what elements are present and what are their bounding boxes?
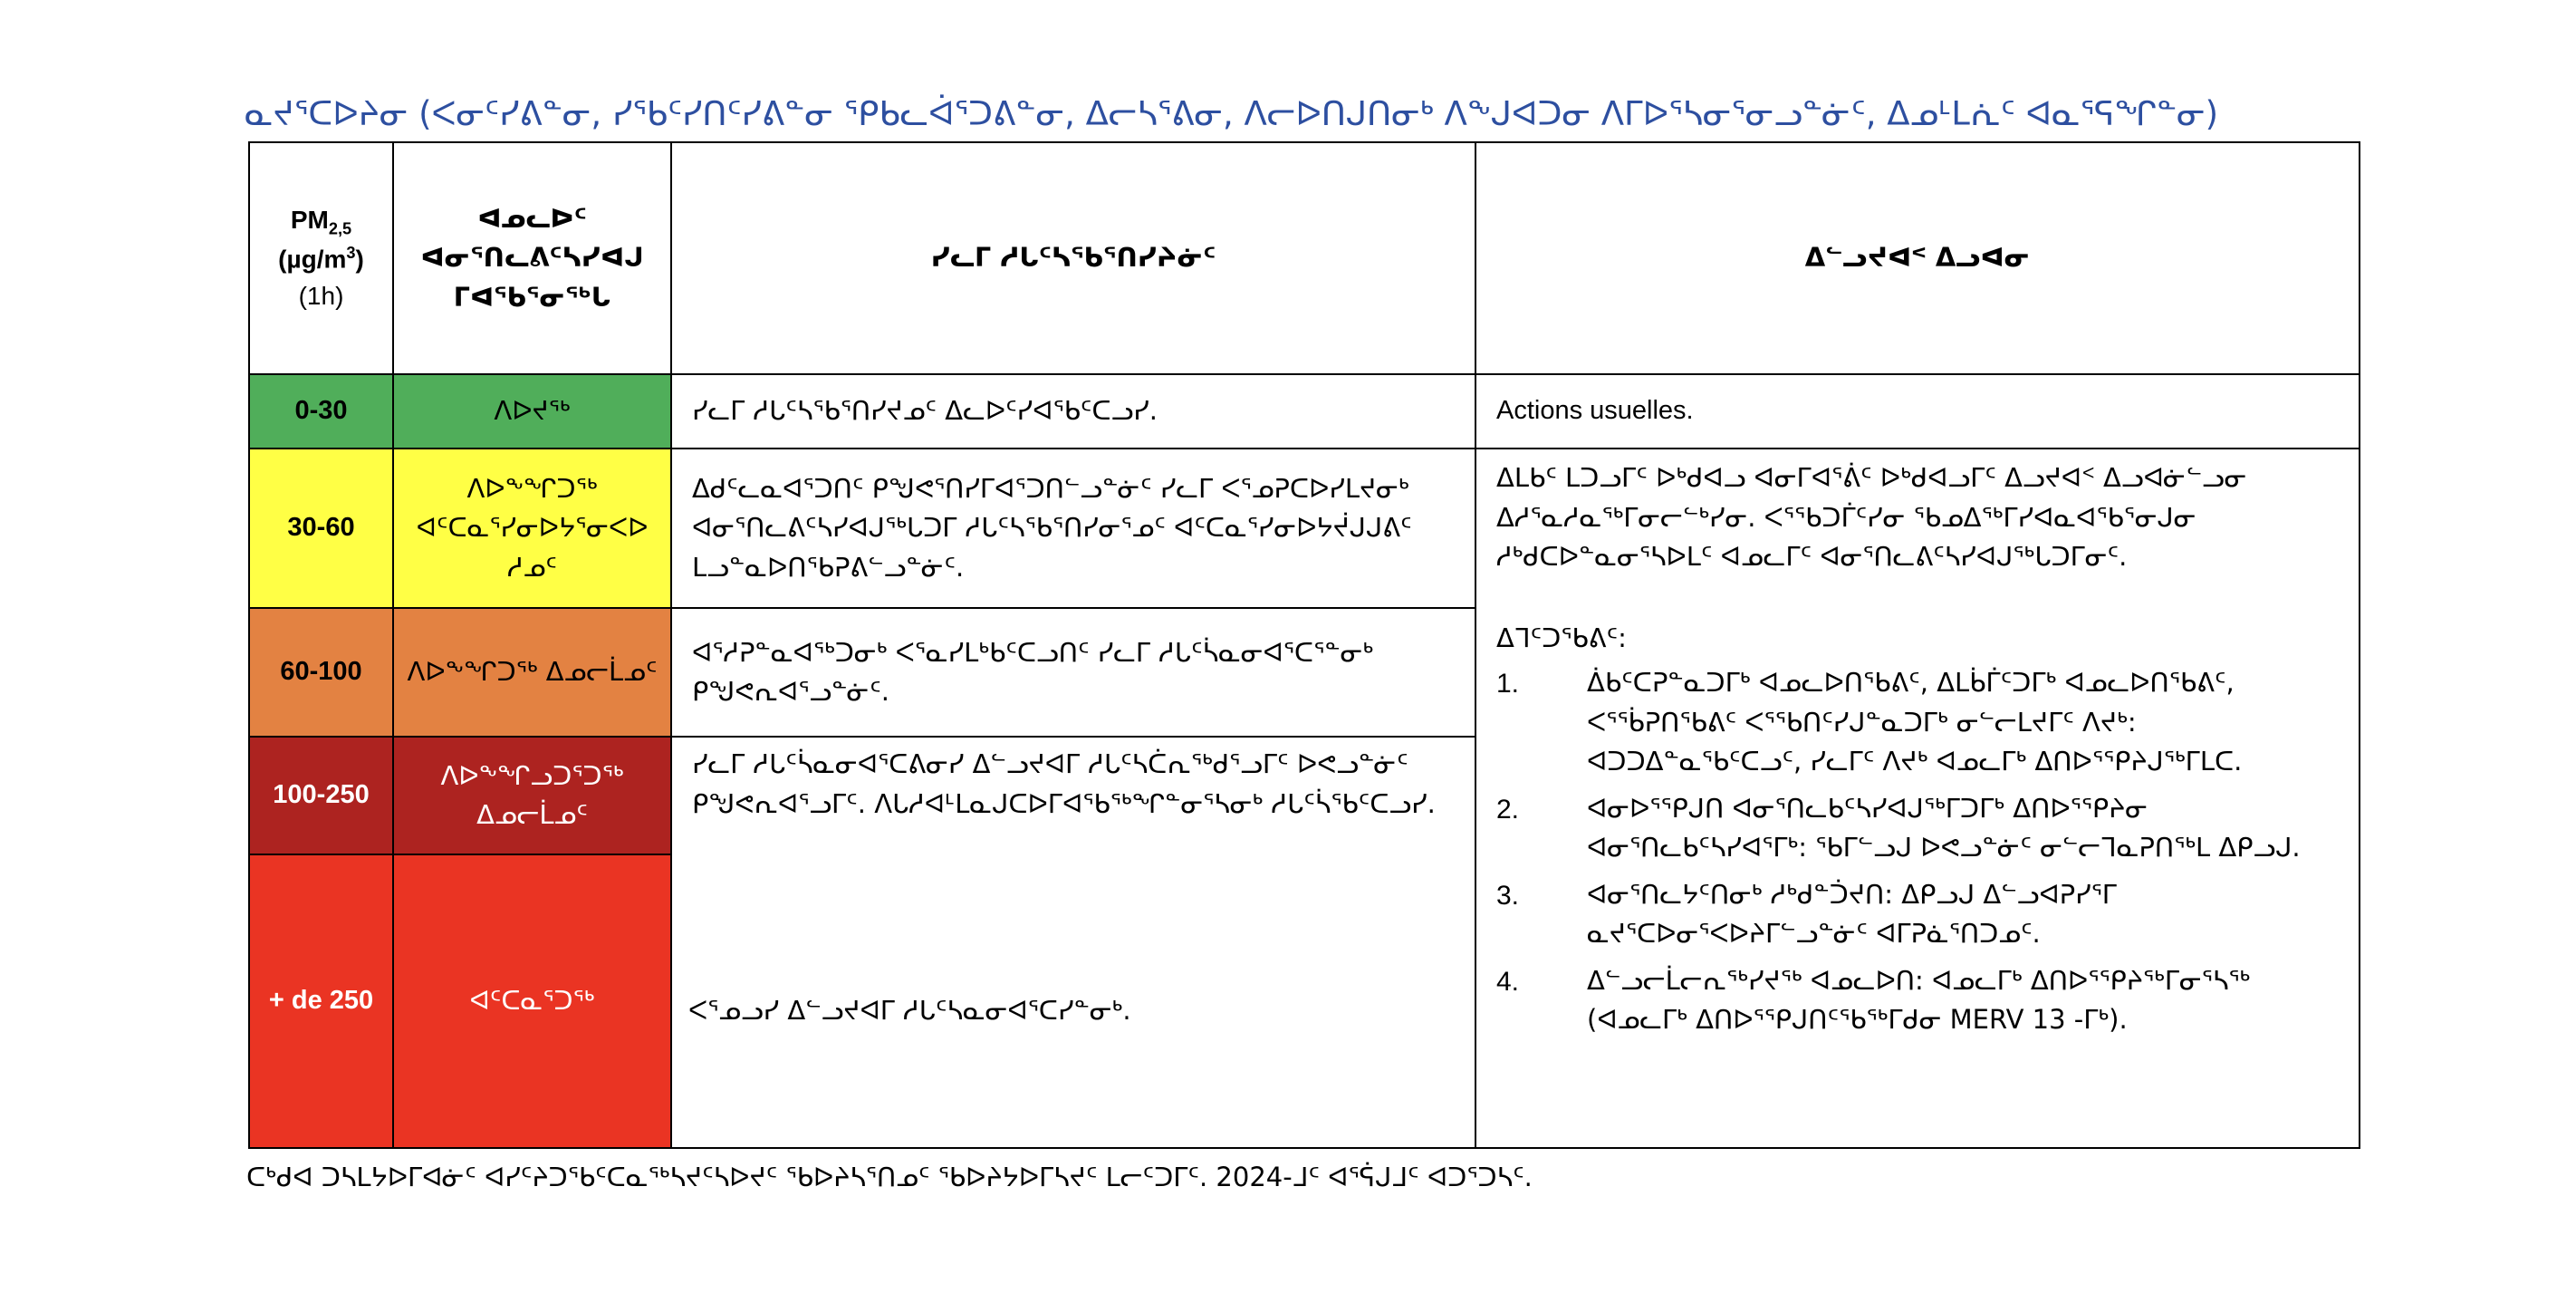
- level-cell: ᐱᐅᖕᖏᑐᖅ ᐃᓄᓕᒫᓄᑦ: [393, 608, 671, 737]
- header-sensitive-groups: ᓯᓚᒥ ᓱᒐᑦᓴᖃᕐᑎᓯᔨᓃᑦ: [671, 142, 1475, 374]
- level-cell: ᐱᐅᖕᖏᑐᖅ ᐊᑦᑕᓇᕐᓯᓂᐅᔭᕐᓂᐸᐅ ᓱᓄᑦ: [393, 449, 671, 608]
- header-pm-concentration: $PM_{2,5}$ $(\mu g/m^3)$ (1h): [249, 142, 393, 374]
- sensitive-cell: ᓯᓚᒥ ᓱᒐᑦᓵᓇᓂᐊᕐᑕᕕᓂᓯ ᐃᓪᓗᔪᐊᒥ ᓱᒐᑦᓴᑖᕆᖅᑯᕐᓗᒥᑦ ᐅᕙᓗᓐᓃᑦ ᑭᖑᕙᕆᐊᕐᓗᒥᑦ. ᐱᒐᓱᐊᒻᒪᓇᒍᑕᐅᒥᐊᖃᖅᖏᓐᓂᕐᓴᓂᒃ ᓱᒐᑦᓵᖃᑦᑕᓗᓯ.: [671, 737, 1475, 1148]
- action-ideas-label: ᐃᒣᑦᑐᖃᕕᑦ:: [1496, 622, 1627, 653]
- header-air-quality-level: ᐊᓄᓚᐅᑦ ᐊᓂᕐᑎᓚᕕᑦᓴᓯᐊᒍ ᒥᐊᖃᕐᓂᖅᒐ: [393, 142, 671, 374]
- table-row: [249, 449, 2360, 608]
- action-normal-cell: Actions usuelles.: [1475, 374, 2360, 449]
- page-title: ᓇᔪᕐᑕᐅᔨᓂ (ᐸᓂᑦᓯᕕᓐᓂ, ᓯᖃᑦᓯᑎᑦᓯᕕᓐᓂ ᕿᑲᓚᐋᕐᑐᕕᓐᓂ, ᐃᓕᓴᕐᕕᓂ, ᐱᓕᐅᑎᒍᑎᓂᒃ ᐱᖕᒍᐊᑐᓂ ᐱᒥᐅᕐᓴᓂᕐᓂᓗᓐᓃᑦ, ᐃᓄᒻᒪᕇᑦ ᐊᓇᕐᕋᖏᓐᓂ): [245, 94, 2219, 133]
- action-elevated-cell: [1475, 449, 2360, 1148]
- sensitive-cell: ᐊᕐᓱᕈᓐᓇᐊᖅᑐᓂᒃ ᐸᕐᓇᓯᒪᒃᑲᑦᑕᓗᑎᑦ ᓯᓚᒥ ᓱᒐᑦᓵᓇᓂᐊᕐᑕᕐᓐᓂᒃ ᑭᖑᕙᕆᐊᕐᓗᓐᓃᑦ.: [671, 608, 1475, 737]
- action-lead-text: ᐃᒪᑲᑦ ᒪᑐᓗᒥᑦ ᐅᒃᑯᐊᓗ ᐊᓂᒥᐊᕐᕖᑦ ᐅᒃᑯᐊᓗᒥᑦ ᐃᓗᔪᐊᑉ ᐃᓗᐊᓃᓪᓗᓂ ᐃᓱᕐᓇᓱᓇᖅᒥᓂᓕᓪᒃᓯᓂ. ᐸᕐᖃᑐᒦᑦᓯᓂ ᖃᓄᐃᖅᒥᓯᐊᓇᐊᖃᕐᓂᒍᓂ ᓱᒃᑯᑕᐅᓐᓇᓂᕐᓴᐅᒪᑦ ᐊᓄᓚᒥᑦ ᐊᓂᕐᑎᓚᕕᑦᓴᓯᐊᒍᖅᒐᑐᒥᓂᑦ.: [1496, 462, 2247, 572]
- level-cell: ᐱᐅᔪᖅ: [393, 374, 671, 449]
- action-list: [1496, 663, 2339, 1040]
- range-cell: 30-60: [249, 449, 393, 608]
- list-item: 2. ᐊᓂᐅᕐᕿᒍᑎ ᐊᓂᕐᑎᓚᑲᑦᓴᓯᐊᒍᖅᒥᑐᒥᒃ ᐃᑎᐅᕐᕿᔨᓂ ᐊᓂᕐᑎᓚᑲᑦᓴᓯᐊᕐᒥᒃ: ᖃᒥᓪᓗᒍ ᐅᕙᓗᓐᓃᑦ ᓂᓪᓕᒣᓇᕈᑎᖅᒪ ᐃᑭᓗᒍ.: [1496, 792, 2301, 863]
- sensitive-cell: ᓯᓚᒥ ᓱᒐᑦᓴᖃᕐᑎᓯᔪᓄᑦ ᐃᓚᐅᑦᓯᐊᖃᑦᑕᓗᓯ.: [671, 374, 1475, 449]
- header-indoor-actions: ᐃᓪᓗᔪᐊᑉ ᐃᓗᐊᓂ: [1475, 142, 2360, 374]
- sensitive-cell: ᐃᑯᑦᓚᓇᐊᕐᑐᑎᑦ ᑭᖑᕙᕐᑎᓯᒥᐊᕐᑐᑎᓪᓗᓐᓃᑦ ᓯᓚᒥ ᐸᕐᓄᕈᑕᐅᓯᒪᔪᓂᒃ ᐊᓂᕐᑎᓚᕕᑦᓴᓯᐊᒍᖅᒐᑐᒥ ᓱᒐᑦᓴᖃᕐᑎᓯᓂᕐᓄᑦ ᐊᑦᑕᓇᕐᓯᓂᐅᔭᔫᒍᒍᕕᑦ ᒪᓗᓐᓇᐅᑎᖃᕈᕕᓪᓗᓐᓃᑦ.: [671, 449, 1475, 608]
- list-item: 3. ᐊᓂᕐᑎᓚᔭᑦᑎᓂᒃ ᓱᒃᑯᓐᑑᔪᑎ: ᐃᑭᓗᒍ ᐃᓪᓗᐊᕈᓯᕐᒥ ᓇᔪᕐᑕᐅᓂᕐᐸᐅᔨᒥᓪᓗᓐᓃᑦ ᐊᒥᕈᓈᕐᑎᑐᓄᑦ.: [1496, 878, 2117, 949]
- range-cell: + de 250: [249, 854, 393, 1148]
- list-item: 4. ᐃᓪᓗᓕᒫᓕᕆᖅᓯᔪᖅ ᐊᓄᓚᐅᑎ: ᐊᓄᓚᒥᒃ ᐃᑎᐅᕐᕿᔨᖅᒥᓂᕐᓴᖅ (ᐊᓄᓚᒥᒃ ᐃᑎᐅᕐᕿᒍᑎᑦᖃᖅᒥᑯᓂ MERV 13 -ᒥᒃ).: [1496, 964, 2251, 1035]
- level-cell: ᐊᑦᑕᓇᕐᑐᖅ: [393, 854, 671, 1148]
- table-header-row: [249, 142, 2360, 374]
- range-cell: 100-250: [249, 737, 393, 854]
- range-cell: 60-100: [249, 608, 393, 737]
- list-item: 1. ᐄᑲᑦᑕᕈᓐᓇᑐᒥᒃ ᐊᓄᓚᐅᑎᖃᕕᑦ, ᐃᒪᑳᒦᑦᑐᒥᒃ ᐊᓄᓚᐅᑎᖃᕕᑦ, ᐸᕐᖄᕈᑎᖃᕕᑦ ᐸᕐᖃᑎᑦᓯᒍᓐᓇᑐᒥᒃ ᓂᓪᓕᒪᔪᒥᑦ ᐱᔪᒃ: ᐊᑐᑐᐃᓐᓇᖃᑦᑕᓗᑦ, ᓯᓚᒥᑦ ᐱᔪᒃ ᐊᓄᓚᒥᒃ ᐃᑎᐅᕐᕿᔨᒍᖅᒥᒪᑕ.: [1496, 667, 2243, 777]
- hazard-action-text: ᐸᕐᓄᓗᓯ ᐃᓪᓗᔪᐊᒥ ᓱᒐᑦᓴᓇᓂᐊᕐᑕᓯᓐᓂᒃ.: [688, 995, 1131, 1026]
- footnote: ᑕᒃᑯᐊ ᑐᓴᒪᔭᐅᒥᐊᓃᑦ ᐊᓯᑦᔨᑐᖃᑦᑕᓇᖅᓴᔪᑦᓴᐅᔪᑦ ᖃᐅᔨᓴᕐᑎᓄᑦ ᖃᐅᔨᔭᐅᒥᓴᔪᑦ ᒪᓕᑦᑐᒥᑦ. 2024-ᒧᑦ ᐊᕐᕌᒍᒧᑦ ᐊᑐᕐᑐᓴᑦ.: [246, 1162, 1533, 1192]
- range-cell: 0-30: [249, 374, 393, 449]
- table-row: [249, 374, 2360, 449]
- air-quality-table: [248, 141, 2360, 1149]
- level-cell: ᐱᐅᖕᖏᓗᑐᕐᑐᖅ ᐃᓄᓕᒫᓄᑦ: [393, 737, 671, 854]
